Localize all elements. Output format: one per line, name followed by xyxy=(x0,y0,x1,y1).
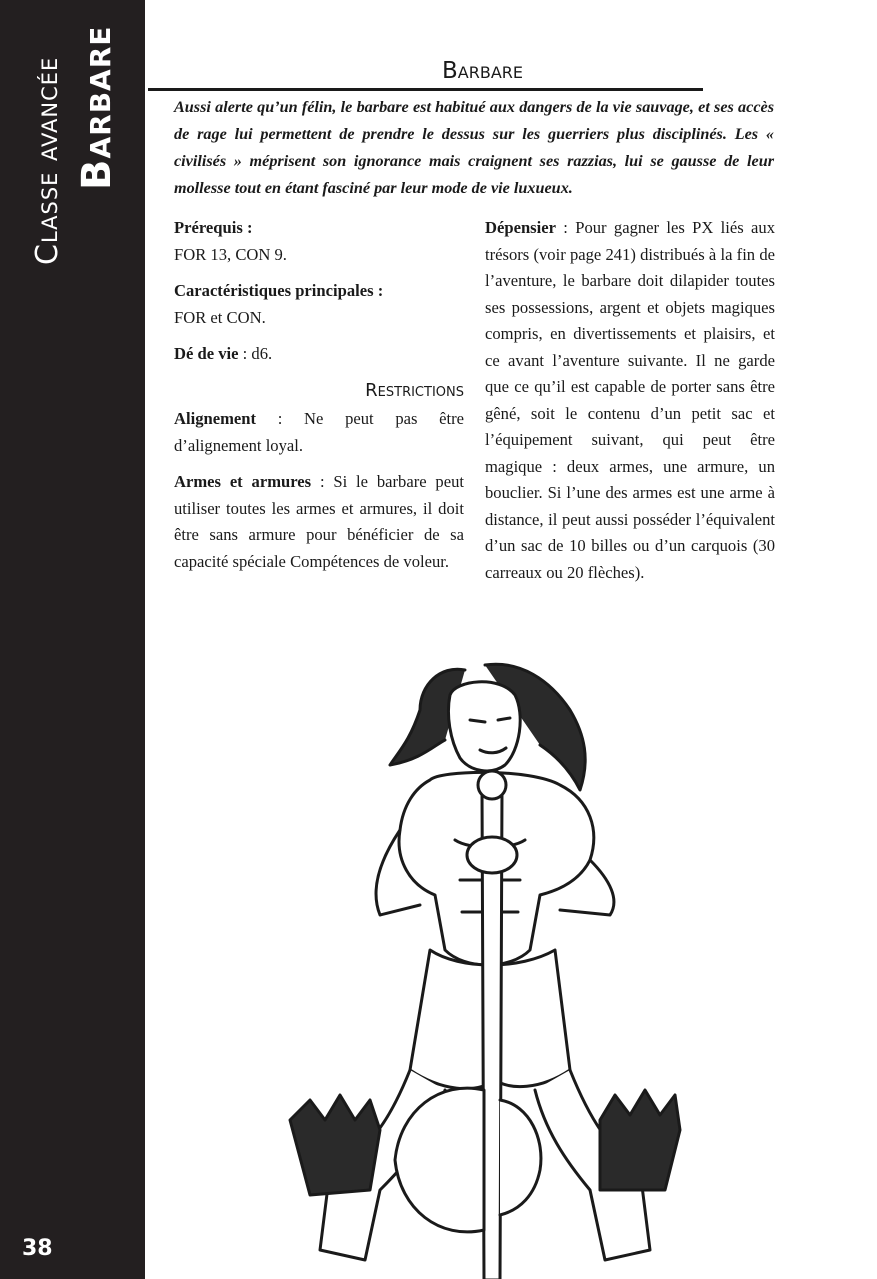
barbarian-illustration xyxy=(270,650,690,1279)
restrictions-heading: Restrictions xyxy=(365,379,464,401)
spender-text: : Pour gagner les PX liés aux trésors (voir page 241) distribués à la fin de l’aventure, le barbare doit dilapider toutes ses possessions, argent et objets magiques compris, en divertissements et plaisirs, et ce avant l’aventure suivante. Il ne garde que ce qu’il est capable de porter sans être gêné, soit le contenu d’un petit sac et l’équipement suivant, qui peut être magique : deux armes, une armure, un bouclier. Si l’une des armes est une arme à distance, il peut aussi posséder l’équivalent d’un sac de 10 billes ou d’un carquois (30 carreaux ou 20 flèches). xyxy=(485,218,775,582)
hit-die xyxy=(174,341,464,368)
hd-value: : d6. xyxy=(238,344,273,363)
spender-label: Dépensier xyxy=(485,218,556,237)
sidebar-title: Barbare xyxy=(74,25,120,190)
alignment-label: Alignement xyxy=(174,409,257,428)
main-characteristics xyxy=(174,278,464,331)
carac-value: FOR et CON. xyxy=(174,307,266,327)
sidebar xyxy=(0,0,145,1279)
carac-label: Caractéristiques principales : xyxy=(174,281,384,300)
intro-paragraph: Aussi alerte qu’un félin, le barbare est habitué aux dangers de la vie sauvage, et ses accès de rage lui permettent de prendre le dessus sur les guerriers plus disciplinés. Les « civilisés » méprisent son ignorance mais craignent ses razzias, lui se gausse de leur mollesse tout en étant fasciné par leur mode de vie luxueux. xyxy=(174,98,774,197)
armor-rule xyxy=(174,469,464,575)
page-number: 38 xyxy=(22,1236,53,1261)
right-column xyxy=(485,215,775,596)
armor-label: Armes et armures xyxy=(174,472,312,491)
prereq-label: Prérequis : xyxy=(174,218,253,237)
prereq-value: FOR 13, CON 9. xyxy=(174,244,287,264)
sidebar-subtitle: Classe avancée xyxy=(30,56,65,265)
page-title: Barbare xyxy=(442,58,523,84)
alignment-text: : Ne peut pas être d’alignement loyal. xyxy=(174,409,464,455)
spender-rule xyxy=(485,215,775,586)
prerequisites xyxy=(174,215,464,268)
alignment-rule xyxy=(174,406,464,459)
left-column xyxy=(174,215,464,585)
header-rule xyxy=(148,88,703,91)
armor-text: : Si le barbare peut utiliser toutes les armes et armures, il doit être sans armure pour bénéficier de sa capacité spéciale Compétences de voleur. xyxy=(174,472,464,571)
hd-label: Dé de vie xyxy=(174,344,239,363)
